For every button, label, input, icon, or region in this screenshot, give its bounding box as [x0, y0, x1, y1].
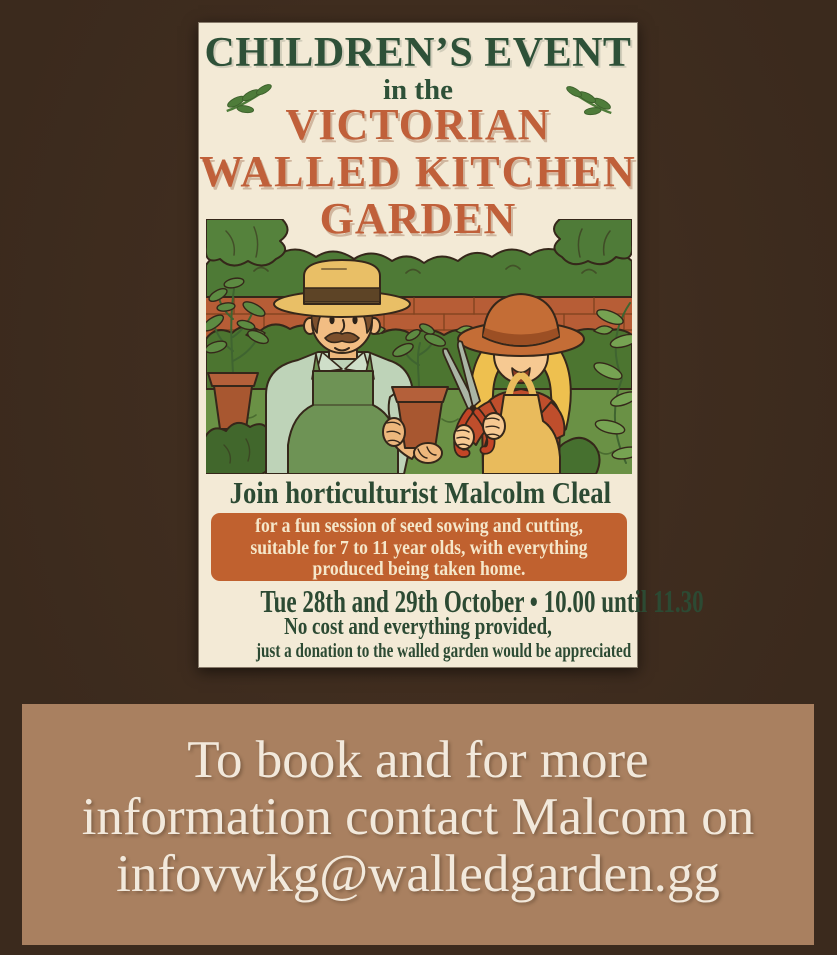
poster-title-walled-kitchen: WALLED KITCHEN	[199, 147, 637, 196]
poster-subtitle-join: Join horticulturist Malcolm Cleal	[229, 475, 612, 510]
contact-line-2: information contact Malcom on	[81, 788, 755, 846]
highlight-box	[211, 513, 627, 581]
poster-title-victorian: VICTORIAN	[285, 100, 551, 149]
note-line-1: No cost and everything provided,	[284, 614, 552, 640]
highlight-line-3: produced being taken home.	[312, 558, 526, 580]
poster-title-in-the: in the	[382, 74, 454, 106]
schedule-line: Tue 28th and 29th October • 10.00 until 11.30	[260, 583, 704, 619]
poster-title-childrens-event: CHILDREN’S EVENT	[204, 30, 632, 76]
garden-illustration-image	[206, 219, 632, 474]
contact-box	[22, 704, 814, 945]
note-line-2: just a donation to the walled garden would be appreciated	[255, 640, 632, 662]
poster-title-garden: GARDEN	[319, 194, 517, 243]
highlight-line-1: for a fun session of seed sowing and cutting,	[255, 515, 583, 537]
event-poster	[198, 22, 704, 668]
contact-email: infovwkg@walledgarden.gg	[116, 845, 720, 903]
highlight-line-2: suitable for 7 to 11 year olds, with everything	[250, 536, 588, 559]
shrub-left	[206, 423, 274, 474]
corner-foliage	[206, 219, 632, 266]
contact-line-1: To book and for more	[187, 731, 649, 789]
